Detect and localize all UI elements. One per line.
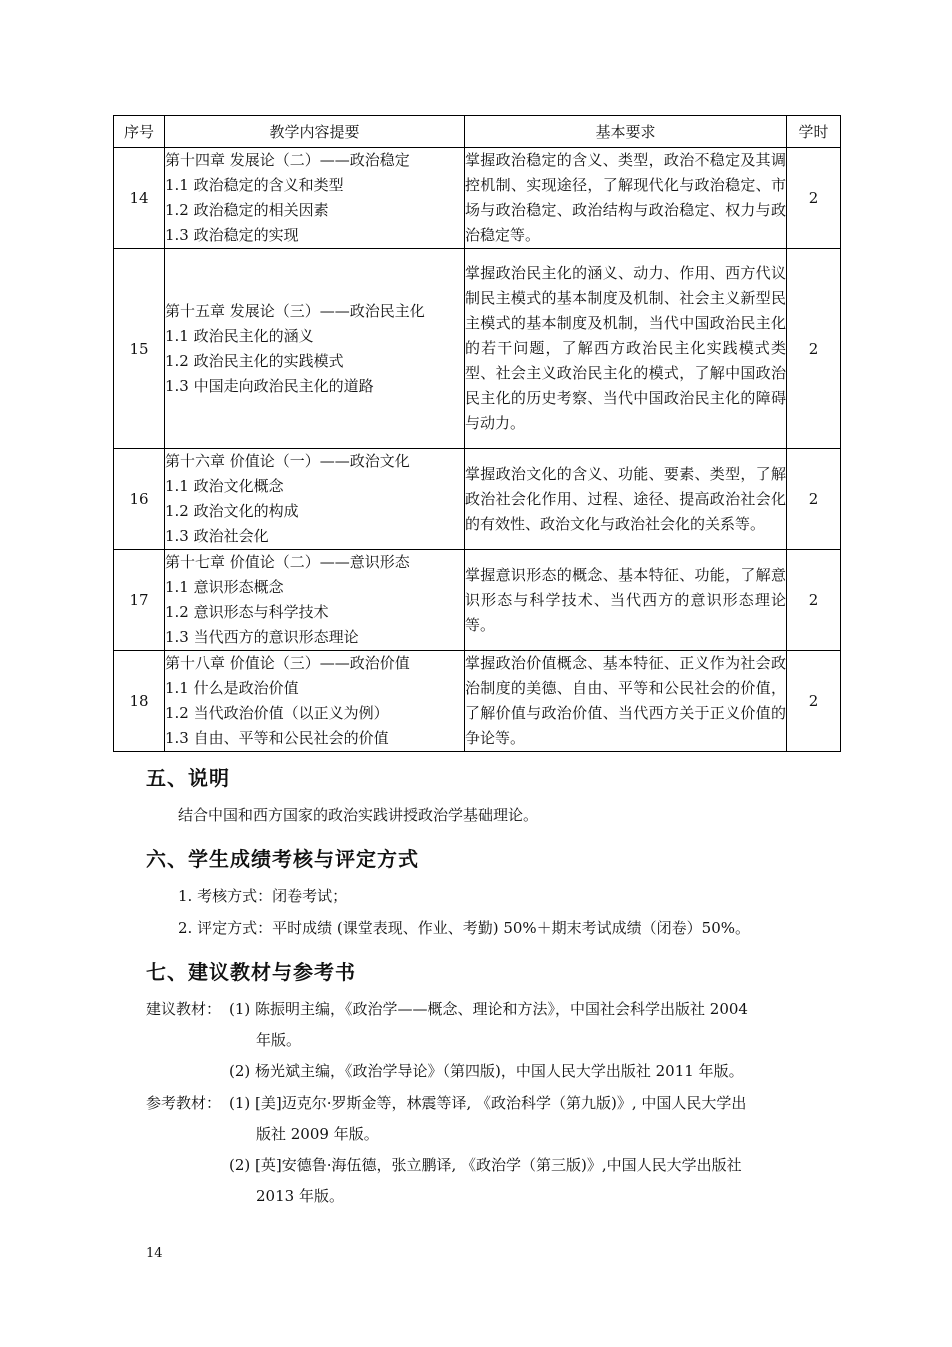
row-hours: 2 (787, 449, 841, 550)
content-line: 1.3 政治稳定的实现 (165, 226, 299, 244)
row-content (165, 249, 465, 449)
header-num: 序号 (114, 116, 165, 148)
textbook-label: 建议教材： (146, 1000, 222, 1018)
row-hours: 2 (787, 550, 841, 651)
reference-2-line-1: (2) [英]安德鲁·海伍德，张立鹏译, 《政治学（第三版)》,中国人民大学出版社 (229, 1156, 742, 1174)
row-hours: 2 (787, 651, 841, 752)
requirements-text: 掌握政治民主化的涵义、动力、作用、西方代议制民主模式的基本制度及机制、社会主义新型民主模式的基本制度及机制，当代中国政治民主化的若干问题，了解西方政治民主化实践模式类型、社会主义政治民主化的模式，了解中国政治民主化的历史考察、当代中国政治民主化的障碍与动力。 (465, 264, 786, 432)
table-row (114, 550, 841, 651)
row-num: 14 (114, 148, 165, 249)
row-num: 17 (114, 550, 165, 651)
page-number: 14 (146, 1246, 163, 1261)
content-line: 1.1 政治文化概念 (165, 477, 284, 495)
textbook-2: (2) 杨光斌主编，《政治学导论》（第四版)，中国人民大学出版社 2011 年版。 (229, 1062, 744, 1080)
row-hours: 2 (787, 148, 841, 249)
row-requirements (465, 550, 787, 651)
row-requirements (465, 249, 787, 449)
assessment-item-2: 2. 评定方式：平时成绩 (课堂表现、作业、考勤) 50%＋期末考试成绩（闭卷）50%。 (178, 919, 751, 937)
section-heading-textbooks: 七、建议教材与参考书 (146, 960, 356, 984)
content-line: 第十八章 价值论（三）——政治价值 (165, 654, 410, 672)
content-line: 1.2 政治稳定的相关因素 (165, 201, 329, 219)
content-line: 1.2 当代政治价值（以正义为例） (165, 704, 389, 722)
row-num: 18 (114, 651, 165, 752)
row-content (165, 651, 465, 752)
section-heading-assessment: 六、学生成绩考核与评定方式 (146, 847, 419, 871)
textbook-1-line-2: 年版。 (256, 1031, 302, 1049)
table-header-row (114, 116, 841, 148)
requirements-text: 掌握政治价值概念、基本特征、正义作为社会政治制度的美德、自由、平等和公民社会的价值，了解价值与政治价值、当代西方关于正义价值的争论等。 (465, 654, 786, 747)
header-requirements: 基本要求 (465, 116, 787, 148)
requirements-text: 掌握意识形态的概念、基本特征、功能，了解意识形态与科学技术、当代西方的意识形态理论等。 (465, 565, 786, 634)
content-line: 1.1 政治民主化的涵义 (165, 326, 314, 345)
row-hours: 2 (787, 249, 841, 449)
row-num: 16 (114, 449, 165, 550)
row-content (165, 449, 465, 550)
table-row (114, 651, 841, 752)
notes-text: 结合中国和西方国家的政治实践讲授政治学基础理论。 (178, 806, 539, 824)
assessment-item-1: 1. 考核方式：闭卷考试； (178, 887, 348, 905)
content-line: 第十四章 发展论（二）——政治稳定 (165, 151, 410, 169)
section-heading-notes: 五、说明 (146, 766, 230, 790)
reference-2-line-2: 2013 年版。 (256, 1187, 344, 1205)
row-requirements (465, 651, 787, 752)
table-row (114, 148, 841, 249)
syllabus-table (113, 115, 841, 752)
requirements-text: 掌握政治文化的含义、功能、要素、类型，了解政治社会化作用、过程、途径、提高政治社会化的有效性、政治文化与政治社会化的关系等。 (465, 464, 786, 533)
content-line: 第十五章 发展论（三）——政治民主化 (165, 301, 425, 320)
row-num: 15 (114, 249, 165, 449)
content-line: 第十六章 价值论（一）——政治文化 (165, 452, 410, 470)
reference-1-line-1: (1) [美]迈克尔·罗斯金等，林震等译, 《政治科学（第九版)》, 中国人民大学出 (229, 1094, 747, 1112)
table-row (114, 249, 841, 449)
row-requirements (465, 148, 787, 249)
reference-1-line-2: 版社 2009 年版。 (256, 1125, 379, 1143)
content-line: 1.1 政治稳定的含义和类型 (165, 176, 344, 194)
header-content: 教学内容提要 (165, 116, 465, 148)
content-line: 1.3 中国走向政治民主化的道路 (165, 376, 374, 395)
row-content (165, 550, 465, 651)
requirements-text: 掌握政治稳定的含义、类型，政治不稳定及其调控机制、实现途径，了解现代化与政治稳定、市场与政治稳定、政治结构与政治稳定、权力与政治稳定等。 (465, 151, 786, 244)
content-line: 1.2 意识形态与科学技术 (165, 603, 329, 621)
textbook-1-line-1: (1) 陈振明主编，《政治学——概念、理论和方法》，中国社会科学出版社 2004 (229, 1000, 748, 1018)
content-line: 1.2 政治民主化的实践模式 (165, 351, 344, 370)
content-line: 1.2 政治文化的构成 (165, 502, 299, 520)
table-row (114, 449, 841, 550)
content-line: 1.3 自由、平等和公民社会的价值 (165, 729, 389, 747)
content-line: 1.3 当代西方的意识形态理论 (165, 628, 359, 646)
content-line: 1.1 意识形态概念 (165, 578, 284, 596)
content-line: 1.3 政治社会化 (165, 527, 269, 545)
content-line: 第十七章 价值论（二）——意识形态 (165, 553, 410, 571)
header-hours: 学时 (787, 116, 841, 148)
content-line: 1.1 什么是政治价值 (165, 679, 299, 697)
reference-label: 参考教材： (146, 1094, 222, 1112)
row-requirements (465, 449, 787, 550)
row-content (165, 148, 465, 249)
